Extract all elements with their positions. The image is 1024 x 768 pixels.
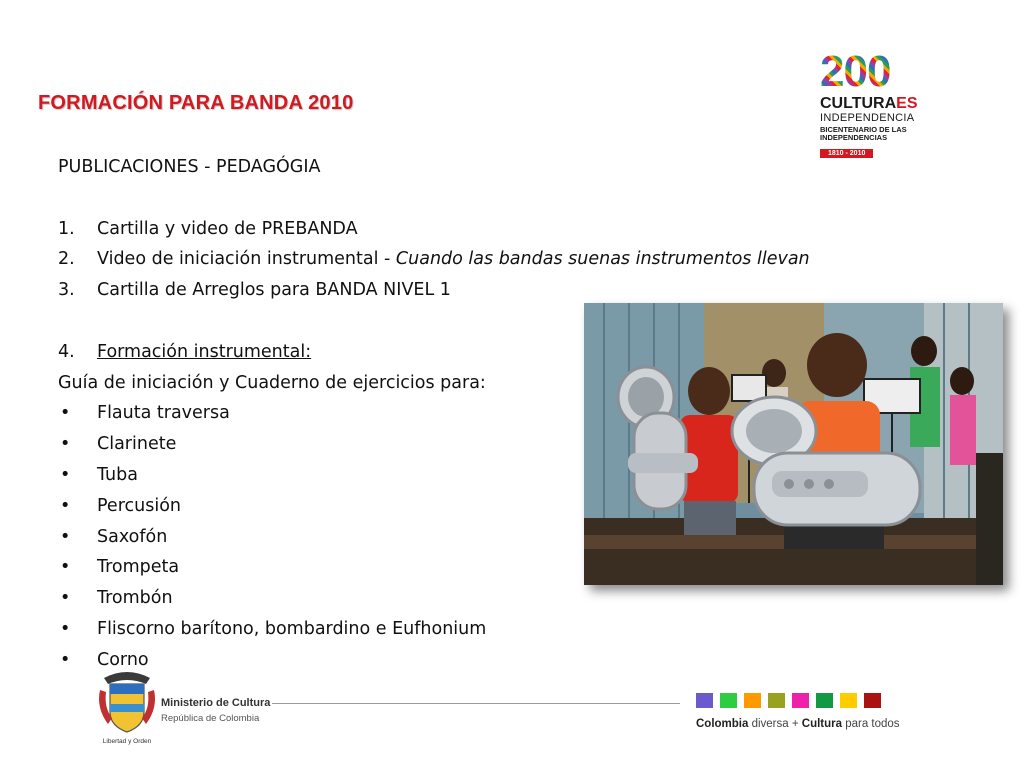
instrument-item bbox=[58, 552, 598, 583]
logo-line-independencias: INDEPENDENCIAS bbox=[820, 133, 888, 142]
footer-slogan bbox=[696, 718, 900, 730]
instrument-item bbox=[58, 614, 598, 645]
instrument-name: Fliscorno barítono, bombardino e Eufhonium bbox=[97, 618, 487, 639]
item-number: 2. bbox=[58, 249, 75, 270]
color-square bbox=[720, 693, 737, 708]
color-square bbox=[840, 693, 857, 708]
bullet: • bbox=[60, 464, 71, 485]
logo-cultura-text: CULTURA bbox=[820, 95, 897, 112]
publication-item bbox=[58, 214, 598, 245]
bicentenario-logo bbox=[820, 47, 932, 160]
item-text: Cartilla y video de PREBANDA bbox=[97, 218, 358, 239]
item-italic-title: Cuando las bandas suenas instrumentos llevan bbox=[395, 249, 810, 270]
slide-title: FORMACIÓN PARA BANDA 2010 bbox=[38, 92, 354, 114]
bullet: • bbox=[60, 495, 71, 516]
instrument-name: Saxofón bbox=[97, 526, 168, 547]
color-square bbox=[864, 693, 881, 708]
instrument-item bbox=[58, 429, 598, 460]
slogan-cultura: Cultura bbox=[801, 718, 843, 730]
band-photo bbox=[584, 303, 1003, 585]
color-squares bbox=[696, 693, 881, 708]
item-text: Video de iniciación instrumental - bbox=[97, 249, 396, 270]
section-subtitle: PUBLICACIONES - PEDAGÓGIA bbox=[58, 157, 321, 177]
color-square bbox=[792, 693, 809, 708]
color-square bbox=[744, 693, 761, 708]
instrument-item bbox=[58, 491, 598, 522]
footer-divider bbox=[272, 703, 680, 704]
slide-body bbox=[58, 152, 810, 676]
instrument-item bbox=[58, 583, 598, 614]
crest-motto: Libertad y Orden bbox=[102, 738, 152, 745]
instrument-name: Corno bbox=[97, 649, 149, 670]
instrument-name: Percusión bbox=[97, 495, 181, 516]
publication-item-4 bbox=[58, 337, 598, 368]
instrument-name: Flauta traversa bbox=[97, 403, 230, 424]
bullet: • bbox=[60, 588, 71, 609]
logo-years-badge: 1810 - 2010 bbox=[820, 149, 873, 158]
logo-line-independencia: INDEPENDENCIA bbox=[820, 112, 915, 124]
bullet: • bbox=[60, 557, 71, 578]
item-number: 4. bbox=[58, 341, 75, 362]
instrument-item bbox=[58, 398, 598, 429]
item-text: Cartilla de Arreglos para BANDA NIVEL 1 bbox=[97, 280, 451, 301]
logo-number: 200 bbox=[820, 50, 932, 94]
slogan-colombia: Colombia bbox=[696, 718, 749, 730]
guide-text: Guía de iniciación y Cuaderno de ejercicios para: bbox=[58, 372, 486, 393]
bullet: • bbox=[60, 434, 71, 455]
logo-es-text: ES bbox=[896, 95, 918, 112]
instrument-name: Clarinete bbox=[97, 434, 177, 455]
logo-line-cultura bbox=[820, 96, 932, 112]
logo-line-bicentenario: BICENTENARIO DE LAS bbox=[820, 125, 907, 134]
instrument-name: Trompeta bbox=[97, 557, 180, 578]
bullet: • bbox=[60, 618, 71, 639]
instrument-name: Tuba bbox=[97, 464, 138, 485]
ministry-name: Ministerio de Cultura bbox=[161, 697, 271, 709]
color-square bbox=[768, 693, 785, 708]
instrument-item bbox=[58, 460, 598, 491]
instrument-name: Trombón bbox=[97, 588, 173, 609]
band-photo-illustration bbox=[584, 303, 1003, 585]
slogan-para-todos: para todos bbox=[842, 718, 900, 730]
bullet: • bbox=[60, 649, 71, 670]
slogan-diversa: diversa + bbox=[748, 718, 802, 730]
instrument-list bbox=[58, 398, 598, 675]
color-square bbox=[816, 693, 833, 708]
spacer bbox=[58, 306, 598, 337]
item-number: 1. bbox=[58, 218, 75, 239]
item-text-underlined: Formación instrumental: bbox=[97, 341, 312, 362]
publication-item bbox=[58, 275, 598, 306]
spacer bbox=[58, 183, 598, 214]
instrument-item bbox=[58, 522, 598, 553]
ministry-subtitle: República de Colombia bbox=[161, 713, 260, 724]
color-square bbox=[696, 693, 713, 708]
bullet: • bbox=[60, 403, 71, 424]
bullet: • bbox=[60, 526, 71, 547]
coat-of-arms-icon bbox=[96, 668, 158, 746]
publication-item bbox=[58, 244, 810, 275]
item-number: 3. bbox=[58, 280, 75, 301]
